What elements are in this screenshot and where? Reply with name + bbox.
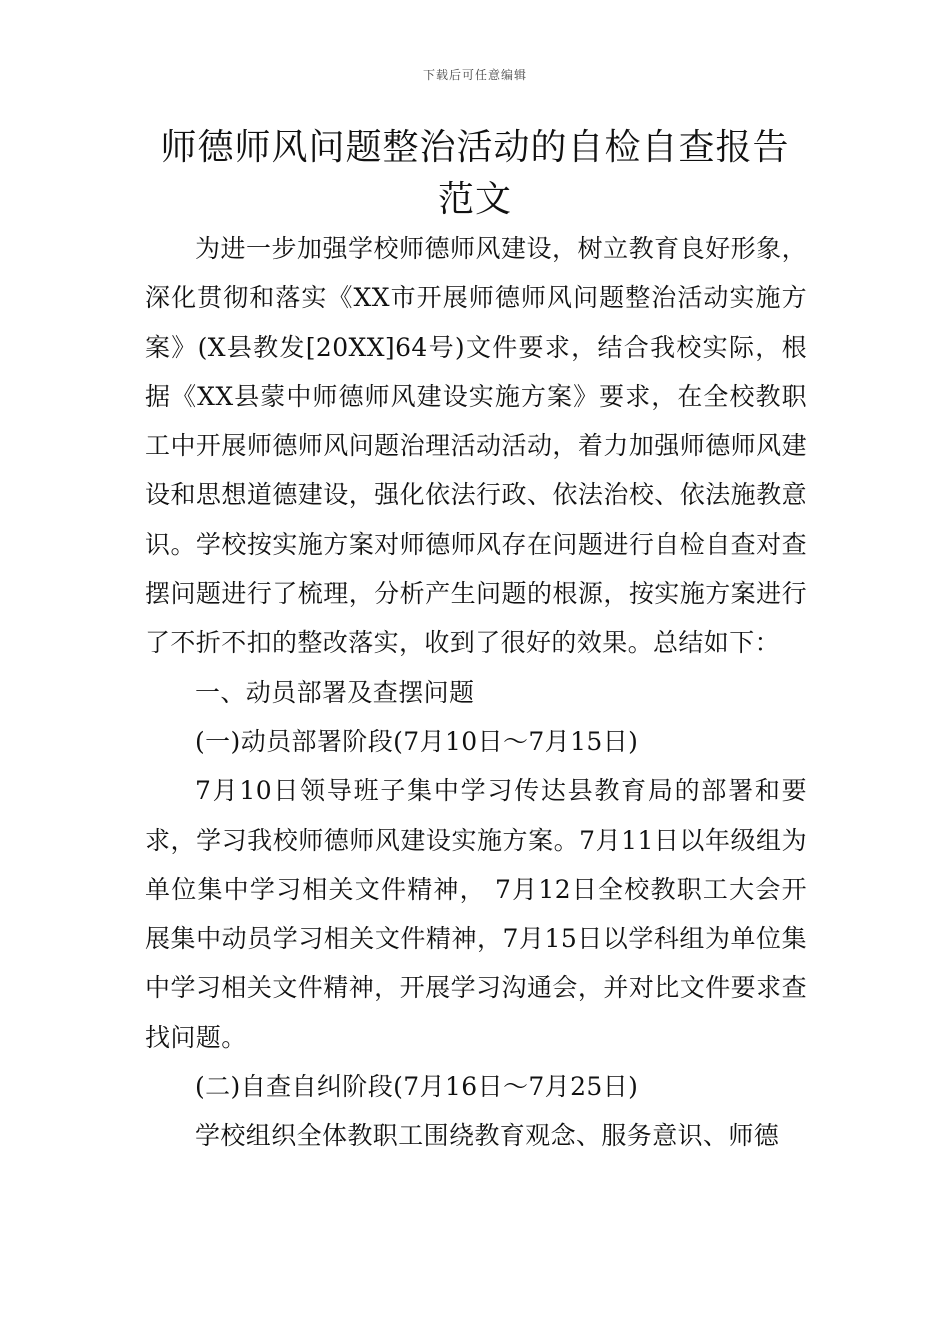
paragraph-intro: 为进一步加强学校师德师风建设，树立教育良好形象，深化贯彻和落实《XX市开展师德师风问题整治活动实施方案》(X县教发[20XX]64号)文件要求，结合我校实际，根据《XX县蒙中师德师风建设实施方案》要求，在全校教职工中开展师德师风问题治理活动活动，着力加强师德师风建设和思想道德建设，强化依法行政、依法治校、依法施教意识。学校按实施方案对师德师风存在问题进行自检自查对查摆问题进行了梳理，分析产生问题的根源，按实施方案进行了不折不扣的整改落实，收到了很好的效果。总结如下： [145, 234, 807, 658]
paragraph-mobilization: 7月10日领导班子集中学习传达县教育局的部署和要求，学习我校师德师风建设实施方案。7月11日以年级组为单位集中学习相关文件精神， 7月12日全校教职工大会开展集中动员学习相关文件精神，7月15日以学科组为单位集中学习相关文件精神，开展学习沟通会，并对比文件要求查找问题。 [145, 776, 807, 1052]
paragraph-self-check: 学校组织全体教职工围绕教育观念、服务意识、师德 [195, 1121, 780, 1151]
document-title: 师德师风问题整治活动的自检自查报告范文 [160, 127, 790, 220]
header-note: 下载后可任意编辑 [422, 68, 527, 82]
document-body [145, 224, 807, 1161]
subsection-heading-2: (二)自查自纠阶段(7月16日～7月25日) [195, 1072, 639, 1102]
section-heading-1: 一、动员部署及查摆问题 [195, 677, 475, 707]
subsection-heading-1: (一)动员部署阶段(7月10日～7月15日) [195, 726, 639, 756]
